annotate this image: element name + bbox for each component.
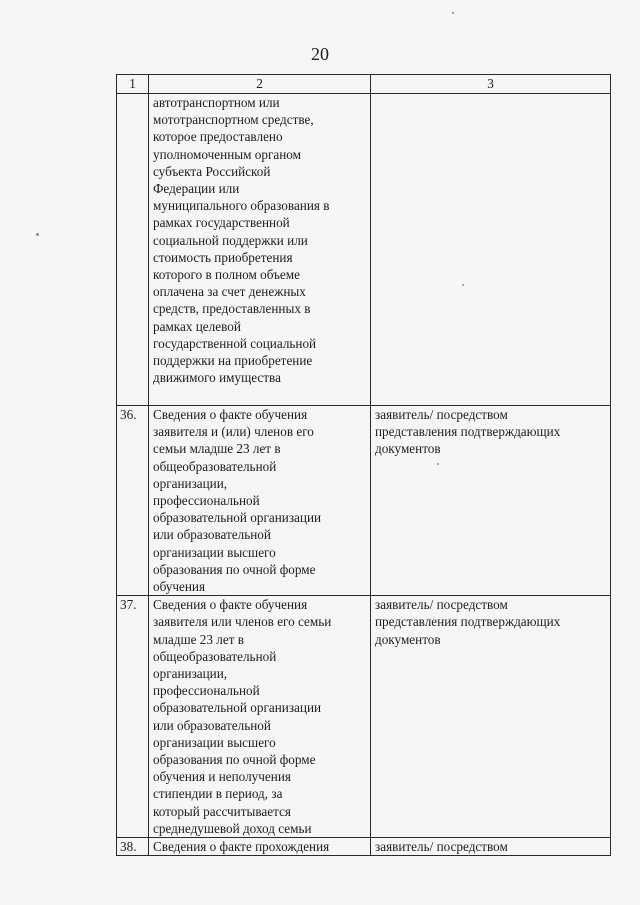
- table-header-row: [117, 75, 611, 94]
- cell-text-line: автотранспортном или: [153, 95, 280, 110]
- cell-text-line: рамках целевой: [153, 318, 241, 334]
- cell-text-line: которое предоставлено: [153, 129, 283, 145]
- requirements-table: [116, 74, 611, 856]
- cell-text-line: заявителя и (или) членов его: [153, 424, 314, 440]
- cell-text-line: стоимость приобретения: [153, 249, 293, 265]
- page-number: 20: [311, 44, 329, 64]
- cell-text-line: организации,: [153, 475, 228, 491]
- cell-text-line: заявителя или членов его семьи: [153, 614, 332, 630]
- row-description: [149, 596, 371, 838]
- column-header-2: 2: [149, 75, 371, 94]
- cell-text-line: государственной социальной: [153, 335, 317, 351]
- table-row: [117, 94, 611, 406]
- row-description: [149, 838, 371, 856]
- cell-text-line: средств, предоставленных в: [153, 301, 311, 317]
- cell-text-line: субъекта Российской: [153, 163, 271, 179]
- table-row: [117, 406, 611, 596]
- row-number: 38.: [117, 838, 149, 856]
- cell-text-line: рамках государственной: [153, 215, 290, 231]
- cell-text-line: заявитель/ посредством: [375, 597, 508, 613]
- row-description: [149, 94, 371, 406]
- cell-text-line: обучения и неполучения: [153, 769, 291, 785]
- table-body: [117, 75, 611, 856]
- scan-speck: [437, 463, 439, 465]
- cell-text-line: образовательной организации: [153, 510, 322, 526]
- cell-text-line: стипендии в период, за: [153, 786, 283, 802]
- cell-text-line: младше 23 лет в: [153, 631, 244, 647]
- cell-text-line: профессиональной: [153, 683, 260, 699]
- row-number: 36.: [117, 406, 149, 596]
- cell-text-line: который рассчитывается: [153, 803, 291, 819]
- cell-text-line: профессиональной: [153, 493, 260, 509]
- cell-text-line: Федерации или: [153, 181, 240, 197]
- cell-text-line: социальной поддержки или: [153, 232, 308, 248]
- cell-text-line: обучения: [153, 579, 206, 595]
- cell-text-line: организации высшего: [153, 734, 276, 750]
- cell-text-line: оплачена за счет денежных: [153, 284, 306, 300]
- cell-text-line: заявитель/ посредством: [375, 839, 508, 855]
- cell-text-line: документов: [375, 631, 441, 647]
- cell-text-line: организации высшего: [153, 544, 276, 560]
- cell-text-line: образования по очной форме: [153, 561, 316, 577]
- cell-text-line: организации,: [153, 666, 228, 682]
- row-source: [371, 406, 611, 596]
- row-number: [117, 94, 149, 406]
- cell-text-line: мототранспортном средстве,: [153, 112, 314, 128]
- cell-text-line: уполномоченным органом: [153, 146, 301, 162]
- cell-text-line: документов: [375, 441, 441, 457]
- column-header-3: 3: [371, 75, 611, 94]
- cell-text-line: среднедушевой доход семьи: [153, 820, 312, 836]
- row-description: [149, 406, 371, 596]
- cell-text-line: образования по очной форме: [153, 752, 316, 768]
- column-header-1: 1: [117, 75, 149, 94]
- cell-text-line: образовательной организации: [153, 700, 322, 716]
- row-number: 37.: [117, 596, 149, 838]
- table-row: [117, 596, 611, 838]
- table-row: [117, 838, 611, 856]
- scan-speck: [36, 233, 39, 236]
- cell-text-line: или образовательной: [153, 717, 271, 733]
- cell-text-line: или образовательной: [153, 527, 271, 543]
- cell-text-line: Сведения о факте обучения: [153, 407, 308, 422]
- cell-text-line: поддержки на приобретение: [153, 353, 313, 369]
- cell-text-line: представления подтверждающих: [375, 424, 561, 440]
- cell-text-line: представления подтверждающих: [375, 614, 561, 630]
- cell-text-line: движимого имущества: [153, 370, 281, 386]
- cell-text-line: общеобразовательной: [153, 458, 277, 474]
- cell-text-line: семьи младше 23 лет в: [153, 441, 281, 457]
- scan-speck: [462, 284, 464, 286]
- row-source: [371, 596, 611, 838]
- cell-text-line: Сведения о факте обучения: [153, 597, 308, 613]
- row-source: [371, 94, 611, 406]
- cell-text-line: которого в полном объеме: [153, 267, 300, 283]
- cell-text-line: заявитель/ посредством: [375, 407, 508, 422]
- cell-text-line: Сведения о факте прохождения: [153, 839, 330, 855]
- row-source: [371, 838, 611, 856]
- cell-text-line: муниципального образования в: [153, 198, 330, 214]
- scan-speck: [452, 12, 454, 14]
- cell-text-line: общеобразовательной: [153, 648, 277, 664]
